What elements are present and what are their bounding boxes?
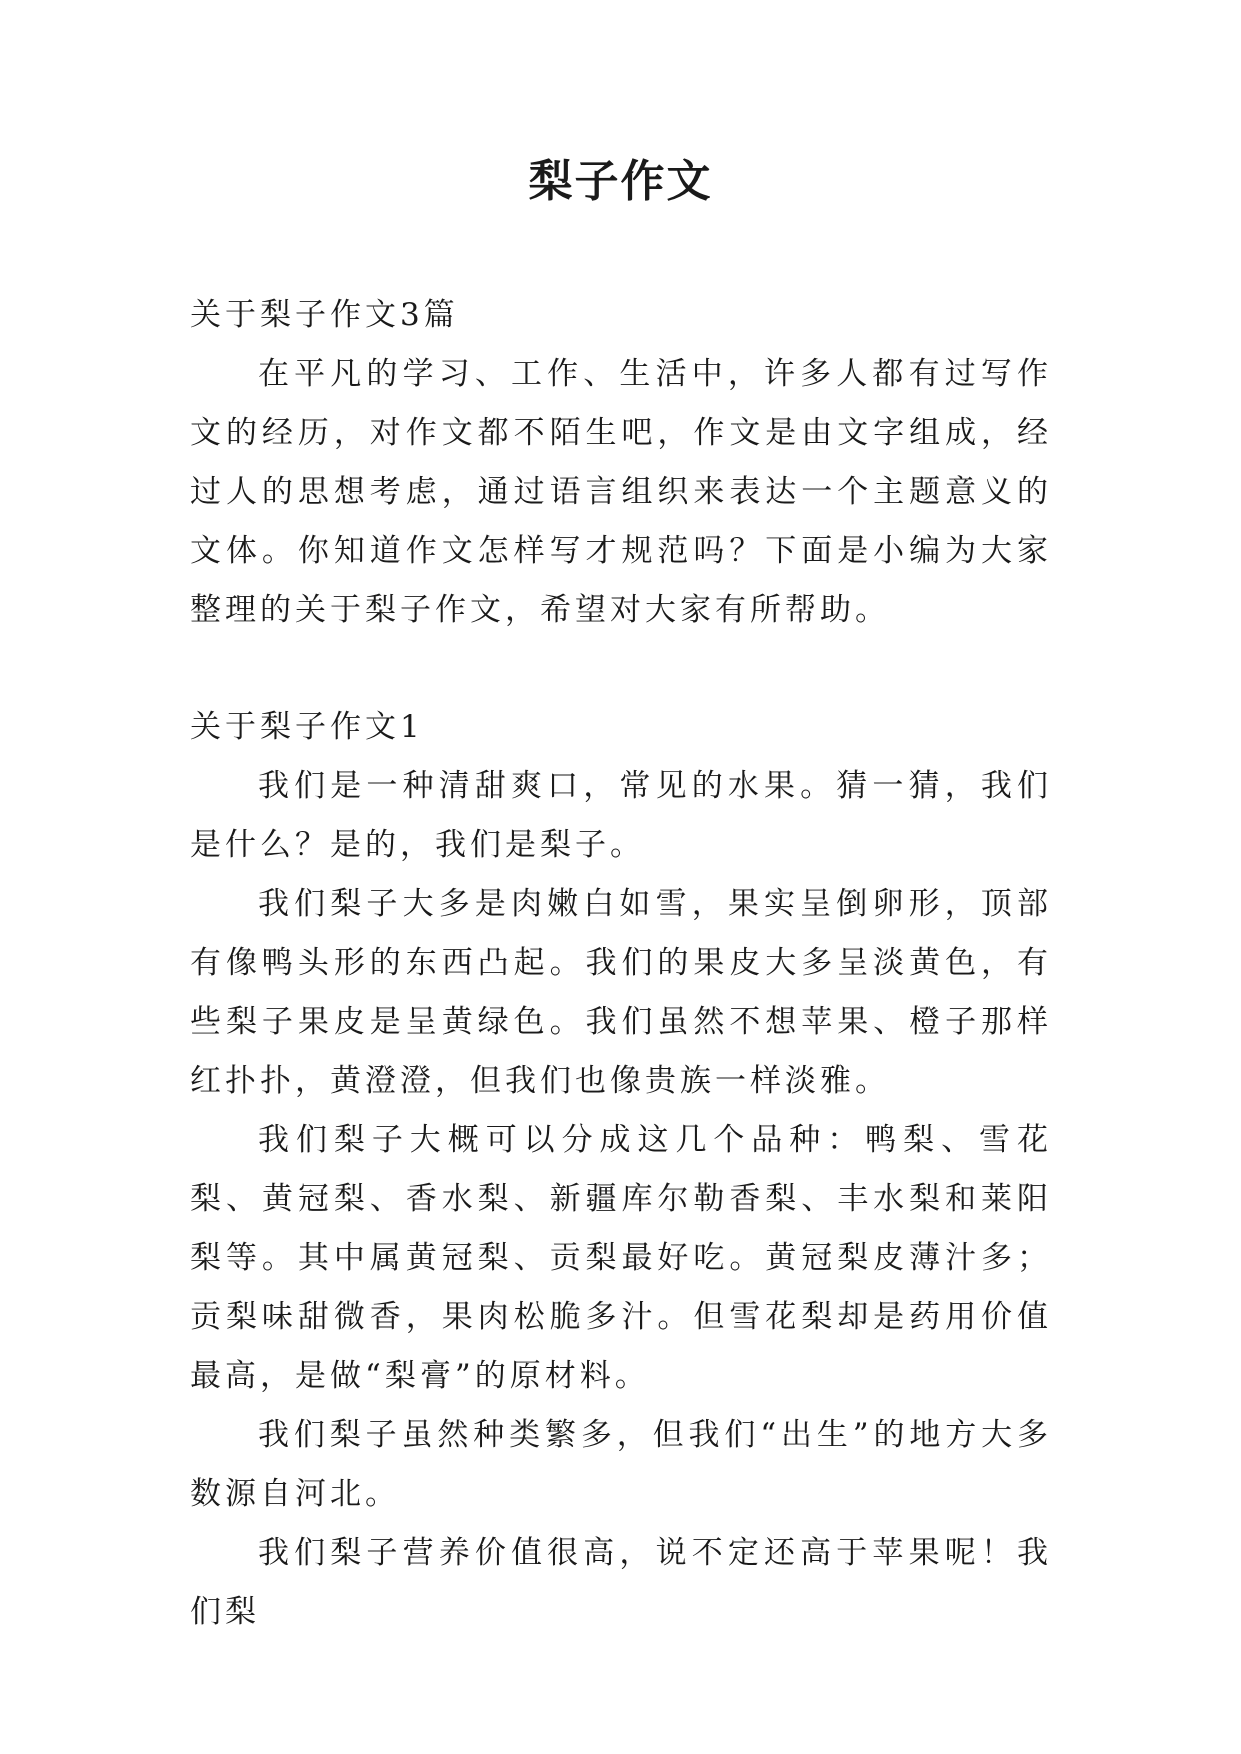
body-paragraph: 我们梨子大概可以分成这几个品种：鸭梨、雪花梨、黄冠梨、香水梨、新疆库尔勒香梨、丰水梨和莱阳梨等。其中属黄冠梨、贡梨最好吃。黄冠梨皮薄汁多；贡梨味甜微香，果肉松脆多汁。但雪花梨却是药用价值最高，是做“梨膏”的原材料。 (190, 1122, 1052, 1394)
intro-paragraph: 在平凡的学习、工作、生活中，许多人都有过写作文的经历，对作文都不陌生吧，作文是由文字组成，经过人的思想考虑，通过语言组织来表达一个主题意义的文体。你知道作文怎样写才规范吗？下面是小编为大家整理的关于梨子作文，希望对大家有所帮助。 (190, 356, 1052, 628)
body-paragraph: 我们梨子虽然种类繁多，但我们“出生”的地方大多数源自河北。 (190, 1417, 1052, 1512)
body-paragraph: 我们梨子大多是肉嫩白如雪，果实呈倒卵形，顶部有像鸭头形的东西凸起。我们的果皮大多呈淡黄色，有些梨子果皮是呈黄绿色。我们虽然不想苹果、橙子那样红扑扑，黄澄澄，但我们也像贵族一样淡雅。 (190, 886, 1052, 1099)
body-paragraph: 我们梨子营养价值很高，说不定还高于苹果呢！我们梨 (190, 1535, 1052, 1630)
section-heading: 关于梨子作文1 (190, 709, 424, 745)
intro-heading: 关于梨子作文3篇 (190, 297, 459, 333)
page-title: 梨子作文 (528, 156, 713, 207)
document-body (190, 286, 1052, 1642)
section-spacer (190, 640, 1052, 698)
body-paragraph: 我们是一种清甜爽口，常见的水果。猜一猜，我们是什么？是的，我们是梨子。 (190, 768, 1052, 863)
